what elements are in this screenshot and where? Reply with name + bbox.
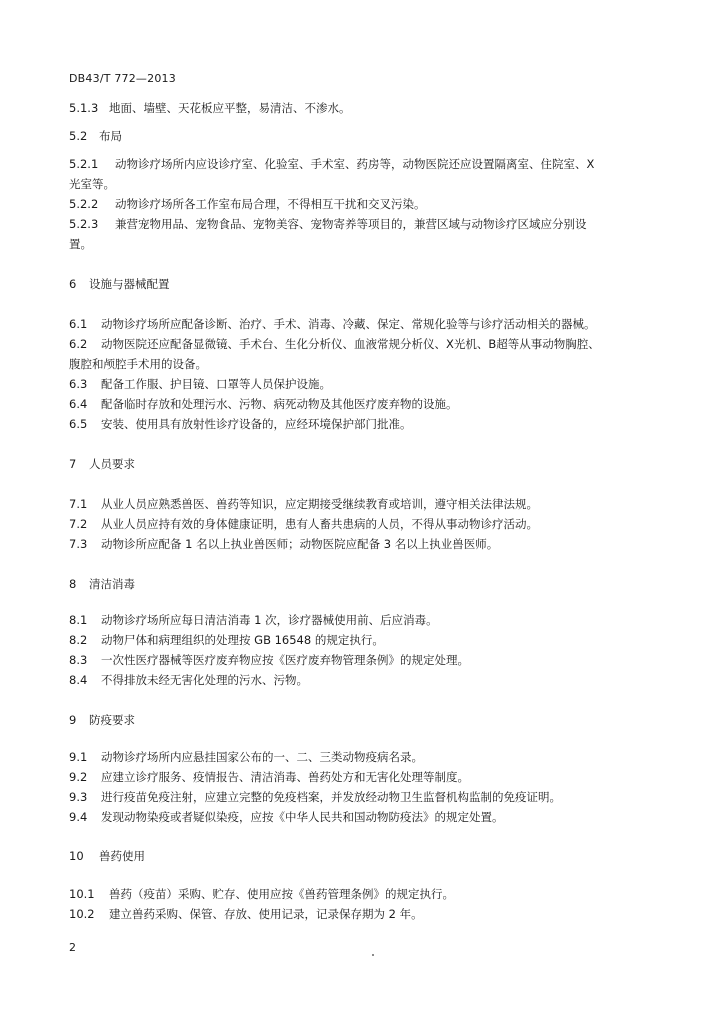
clause-8-4 [69,673,308,687]
clause-text: 动物诊所应配备 1 名以上执业兽医师；动物医院应配备 3 名以上执业兽医师。 [101,537,499,551]
clause-continuation: 光室等。 [69,177,115,191]
section-10-heading [69,849,145,863]
clause-text: 一次性医疗器械等医疗废弃物应按《医疗废弃物管理条例》的规定处理。 [101,653,469,667]
clause-text: 兼营宠物用品、宠物食品、宠物美容、宠物寄养等项目的，兼营区域与动物诊疗区域应分别设 [115,217,587,231]
clause-text: 从业人员应持有效的身体健康证明，患有人畜共患病的人员，不得从事动物诊疗活动。 [101,517,538,531]
scan-speck [372,954,374,956]
clause-number: 10.1 [69,887,95,901]
clause-number: 8.3 [69,653,88,667]
clause-9-3 [69,790,561,804]
clause-text: 地面、墙壁、天花板应平整，易清洁、不渗水。 [109,101,351,115]
clause-number: 5.2.3 [69,217,99,231]
section-number: 10 [69,849,84,863]
clause-number: 10.2 [69,907,95,921]
clause-number: 6.4 [69,397,88,411]
clause-text: 动物医院还应配备显微镜、手术台、生化分析仪、血液常规分析仪、X光机、B超等从事动物胸腔、 [101,337,600,351]
clause-text: 进行疫苗免疫注射，应建立完整的免疫档案，并发放经动物卫生监督机构监制的免疫证明。 [101,790,561,804]
clause-number: 9.1 [69,750,88,764]
clause-5-2-2 [69,197,426,211]
clause-number: 6.3 [69,377,88,391]
clause-text: 配备工作服、护目镜、口罩等人员保护设施。 [101,377,331,391]
clause-7-1 [69,497,538,511]
clause-number: 6.5 [69,417,88,431]
clause-5-1-3 [69,101,351,115]
clause-text: 动物诊疗场所内应悬挂国家公布的一、二、三类动物疫病名录。 [101,750,423,764]
section-9-heading [69,713,135,727]
clause-6-4 [69,397,458,411]
clause-number: 8.2 [69,633,88,647]
section-number: 6 [69,277,77,291]
section-7-heading [69,457,135,471]
section-title: 清洁消毒 [89,577,135,591]
clause-number: 6.1 [69,317,88,331]
page-number: 2 [69,941,76,954]
section-8-heading [69,577,135,591]
clause-continuation: 腹腔和颅腔手术用的设备。 [69,357,207,371]
clause-number: 8.1 [69,613,88,627]
clause-text: 动物诊疗场所各工作室布局合理，不得相互干扰和交叉污染。 [115,197,426,211]
section-title: 防疫要求 [89,713,135,727]
section-number: 9 [69,713,77,727]
clause-5-2-3 [69,217,587,231]
clause-number: 6.2 [69,337,88,351]
clause-text: 配备临时存放和处理污水、污物、病死动物及其他医疗废弃物的设施。 [101,397,458,411]
clause-number: 5.1.3 [69,101,99,115]
clause-6-3 [69,377,331,391]
standard-code-header: DB43/T 772—2013 [69,72,176,85]
clause-number: 7.2 [69,517,88,531]
clause-8-2 [69,633,384,647]
clause-10-1 [69,887,454,901]
clause-text: 兽药（疫苗）采购、贮存、使用应按《兽药管理条例》的规定执行。 [109,887,454,901]
clause-continuation: 置。 [69,237,92,251]
clause-number: 9.4 [69,810,88,824]
clause-6-1 [69,317,596,331]
clause-7-2 [69,517,538,531]
clause-number: 5.2.1 [69,157,99,171]
clause-8-3 [69,653,469,667]
clause-text: 不得排放未经无害化处理的污水、污物。 [101,673,308,687]
clause-number: 7.3 [69,537,88,551]
clause-text: 建立兽药采购、保管、存放、使用记录，记录保存期为 2 年。 [109,907,423,921]
clause-text: 安装、使用具有放射性诊疗设备的，应经环境保护部门批准。 [101,417,412,431]
section-number: 8 [69,577,77,591]
clause-10-2 [69,907,423,921]
clause-number: 9.3 [69,790,88,804]
clause-8-1 [69,613,438,627]
clause-text: 应建立诊疗服务、疫情报告、清洁消毒、兽药处方和无害化处理等制度。 [101,770,469,784]
clause-5-2-1 [69,157,594,171]
clause-text: 动物尸体和病理组织的处理按 GB 16548 的规定执行。 [101,633,384,647]
clause-6-2 [69,337,600,351]
clause-7-3 [69,537,498,551]
clause-9-2 [69,770,469,784]
clause-9-1 [69,750,423,764]
clause-6-5 [69,417,412,431]
clause-text: 从业人员应熟悉兽医、兽药等知识，应定期接受继续教育或培训，遵守相关法律法规。 [101,497,538,511]
section-title: 设施与器械配置 [89,277,170,291]
clause-text: 动物诊疗场所应配备诊断、治疗、手术、消毒、冷藏、保定、常规化验等与诊疗活动相关的器械。 [101,317,596,331]
section-6-heading [69,277,170,291]
section-title: 兽药使用 [99,849,145,863]
clause-text: 动物诊疗场所内应设诊疗室、化验室、手术室、药房等，动物医院还应设置隔离室、住院室、X [115,157,595,171]
section-title: 布局 [99,129,122,143]
clause-number: 9.2 [69,770,88,784]
clause-text: 动物诊疗场所应每日清洁消毒 1 次，诊疗器械使用前、后应消毒。 [101,613,438,627]
clause-number: 7.1 [69,497,88,511]
clause-number: 8.4 [69,673,88,687]
section-5-2-heading [69,129,122,143]
clause-number: 5.2.2 [69,197,99,211]
section-number: 5.2 [69,129,88,143]
clause-9-4 [69,810,504,824]
section-title: 人员要求 [89,457,135,471]
clause-text: 发现动物染疫或者疑似染疫，应按《中华人民共和国动物防疫法》的规定处置。 [101,810,504,824]
section-number: 7 [69,457,77,471]
